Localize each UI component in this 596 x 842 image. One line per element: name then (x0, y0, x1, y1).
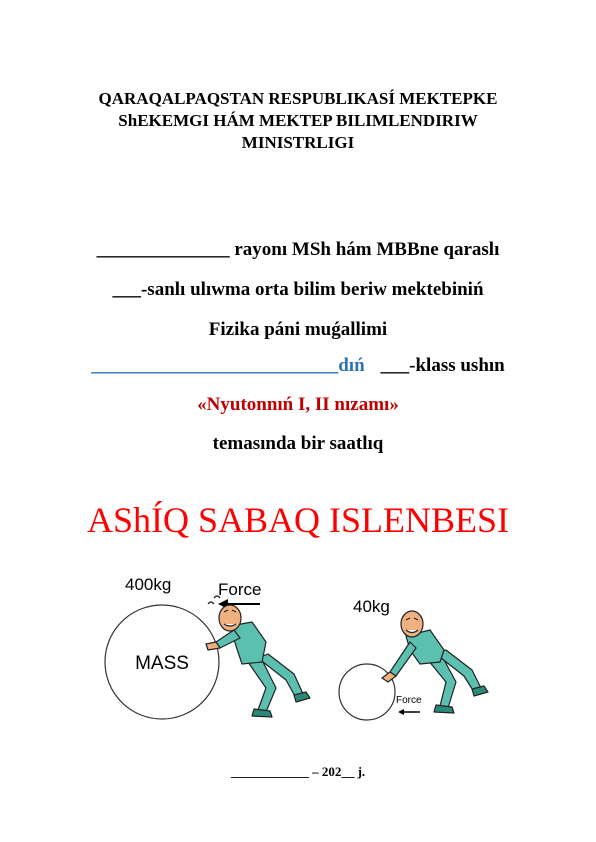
left-force-label: Force (218, 580, 262, 599)
date-text: – 202__ j. (308, 764, 366, 779)
school-line (0, 278, 596, 302)
ministry-line-2: ShEKEMGI HÁM MEKTEP BILIMLENDIRIW (118, 111, 478, 130)
class-text: -klass ushın (409, 355, 505, 376)
school-text: -sanlı ulıwma orta bilim beriw mektebiniń (140, 279, 484, 300)
date-line (0, 764, 596, 780)
left-ball-label: MASS (135, 653, 189, 674)
right-force-label: Force (396, 695, 422, 706)
man-pushing-heavy-ball-icon (206, 596, 310, 717)
small-mass-ball (339, 664, 395, 720)
document-title: AShÍQ SABAQ ISLENBESI (86, 500, 510, 540)
right-mass-label: 40kg (353, 597, 390, 616)
teacher-name-blank: __________________________ (91, 355, 339, 376)
rayon-blank: ______________ (96, 239, 230, 260)
class-blank: ___ (380, 355, 410, 376)
rayon-text: rayonı MSh hám MBBne qaraslı (229, 239, 500, 260)
school-blank: ___ (112, 279, 141, 300)
rayon-line (0, 238, 596, 262)
ministry-line-1: QARAQALPAQSTAN RESPUBLIKASÍ MEKTEPKE (98, 89, 498, 108)
lesson-topic: «Nyutonnıń I, II nızamı» (197, 394, 399, 415)
teacher-name-suffix: dıń (338, 355, 365, 376)
name-class-line (0, 354, 596, 378)
right-force-arrow-icon (398, 709, 420, 715)
newton-law-illustration (90, 570, 510, 730)
ministry-heading (0, 88, 596, 154)
date-blank: ____________ (230, 764, 309, 779)
ministry-line-3: MINISTRLIGI (241, 133, 355, 152)
left-mass-label: 400kg (125, 575, 172, 594)
teacher-line: Fizika páni muǵallimi (208, 319, 388, 340)
topic-caption: temasında bir saatlıq (212, 433, 384, 454)
